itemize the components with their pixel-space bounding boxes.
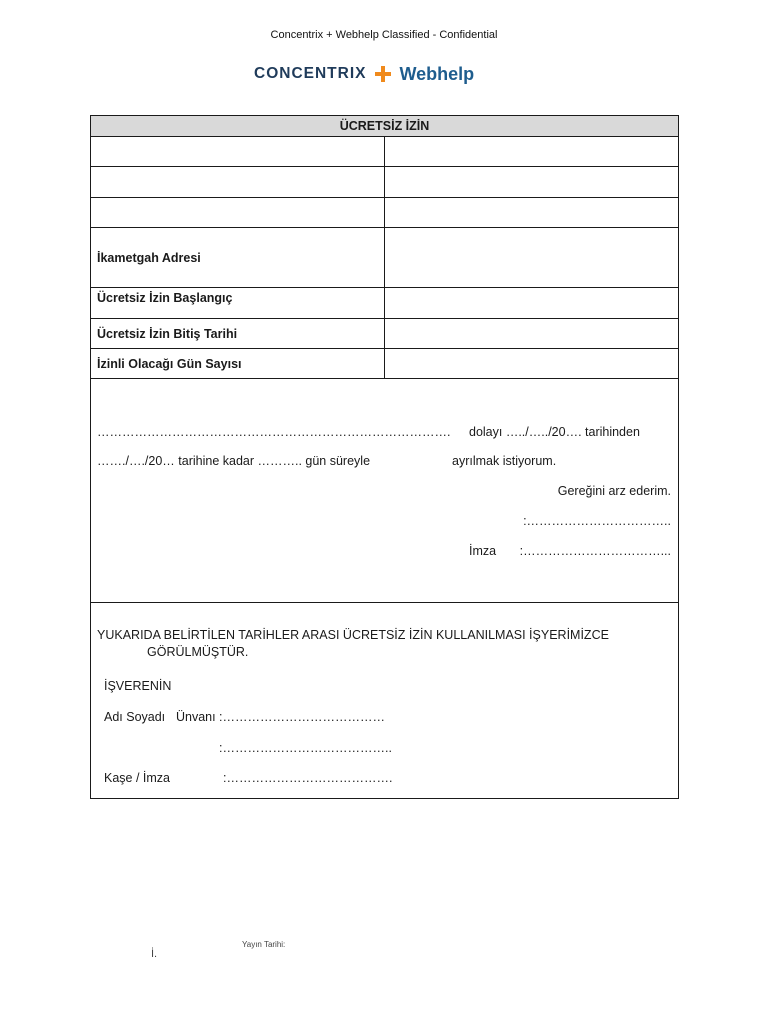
plus-icon — [375, 66, 391, 82]
request-sign-label: İmza — [469, 544, 497, 558]
request-sign-line: :……………………………... — [519, 544, 671, 558]
leave-start-label: Ücretsiz İzin Başlangıç — [91, 288, 385, 319]
field-label — [91, 198, 385, 228]
employer-name-label: Adı Soyadı — [104, 710, 166, 724]
request-end-date: ……./…./20… tarihine kadar ……….. gün süreyle — [97, 454, 371, 468]
leave-days-field[interactable] — [385, 349, 679, 379]
form-title: ÜCRETSİZ İZİN — [91, 116, 679, 137]
employer-statement: YUKARIDA BELİRTİLEN TARİHLER ARASI ÜCRETSİZ İZİN KULLANILMASI İŞYERİMİZCE — [97, 628, 609, 642]
leave-end-field[interactable] — [385, 319, 679, 349]
confidentiality-header: Concentrix + Webhelp Classified - Confidential — [270, 29, 498, 41]
request-reason-dots: …………………………………………………………………………. — [97, 425, 451, 439]
employer-section — [91, 603, 679, 799]
stamp-signature-line: :…………………………………. — [223, 771, 393, 785]
publish-date-label: Yayın Tarihi: — [242, 940, 286, 949]
field-label — [91, 167, 385, 198]
request-start-date: dolayı …../…../20…. tarihinden — [469, 425, 640, 439]
footer-marker: İ. — [151, 948, 158, 960]
field-value-1[interactable] — [385, 137, 679, 167]
request-blank-line: :…………………………….. — [523, 514, 671, 528]
logo-concentrix: CONCENTRIX — [254, 65, 367, 82]
field-value-2[interactable] — [385, 167, 679, 198]
address-label: İkametgah Adresi — [91, 228, 385, 288]
leave-start-field[interactable] — [385, 288, 679, 319]
request-section — [91, 379, 679, 603]
unpaid-leave-form — [90, 115, 679, 799]
address-field[interactable] — [385, 228, 679, 288]
employer-heading: İŞVERENİN — [104, 679, 172, 693]
field-label — [91, 137, 385, 167]
employer-title-line: :………………………………….. — [219, 741, 392, 755]
employer-statement-cont: GÖRÜLMÜŞTÜR. — [147, 645, 249, 659]
field-value-3[interactable] — [385, 198, 679, 228]
stamp-signature-label: Kaşe / İmza — [104, 771, 170, 785]
employer-name-line: :………………………………… — [219, 710, 385, 724]
leave-end-label: Ücretsiz İzin Bitiş Tarihi — [91, 319, 385, 349]
request-leave-text: ayrılmak istiyorum. — [452, 454, 557, 468]
company-logo — [254, 62, 516, 86]
logo-webhelp: Webhelp — [399, 63, 475, 84]
employer-title-label: Ünvanı — [176, 710, 216, 724]
leave-days-label: İzinli Olacağı Gün Sayısı — [91, 349, 385, 379]
request-closing: Gereğini arz ederim. — [557, 484, 671, 498]
